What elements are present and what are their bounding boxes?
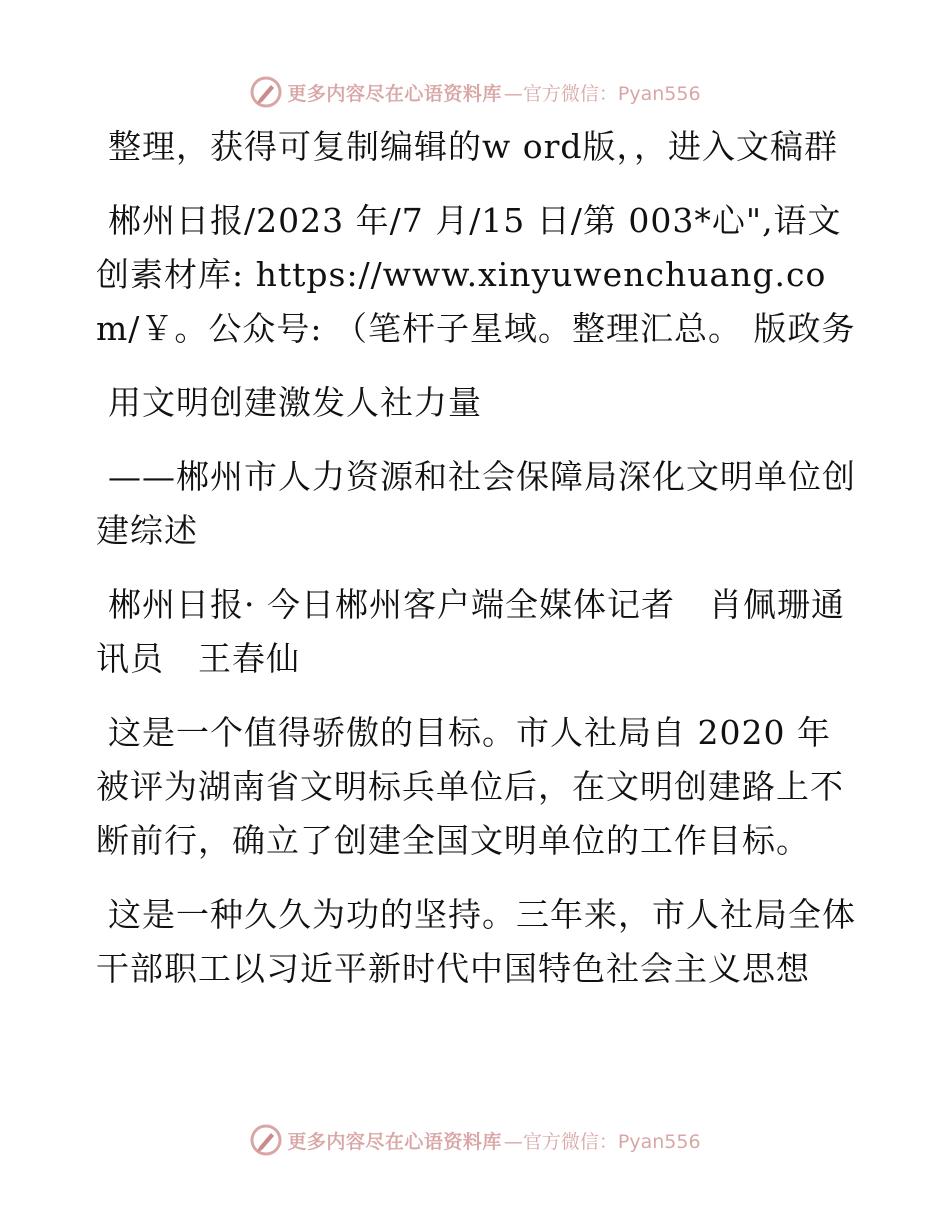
document-body: [96, 120, 856, 1016]
banner-brand-text: 更多内容尽在心语资料库: [287, 82, 502, 105]
paragraph-source-info: 郴州日报/2023 年/7 月/15 日/第 003*心",语文创素材库: https://www.xinyuwenchuang.com/￥。公众号: （笔杆子星域。整理汇总。 版政务: [96, 201, 856, 348]
article-byline: 郴州日报· 今日郴州客户端全媒体记者 肖佩珊通讯员 王春仙: [96, 585, 845, 678]
paragraph-body-1: 这是一个值得骄傲的目标。市人社局自 2020 年被评为湖南省文明标兵单位后，在文明创建路上不断前行，确立了创建全国文明单位的工作目标。: [96, 713, 844, 860]
banner-official-account-text: —官方微信：Pyan556: [503, 82, 701, 105]
banner-brand-text: 更多内容尽在心语资料库: [287, 1130, 502, 1153]
footer-watermark-banner: [0, 1118, 950, 1162]
paragraph-intro-note: 整理，获得可复制编辑的w ord版，，进入文稿群: [108, 127, 839, 166]
pen-logo-icon: [249, 1123, 283, 1157]
banner-official-account-text: —官方微信：Pyan556: [503, 1130, 701, 1153]
pen-logo-icon: [249, 75, 283, 109]
article-title: 用文明创建激发人社力量: [108, 383, 482, 422]
header-watermark-banner: [0, 70, 950, 114]
paragraph-body-2: 这是一种久久为功的坚持。三年来，市人社局全体干部职工以习近平新时代中国特色社会主义思想: [96, 895, 856, 988]
article-subtitle: ——郴州市人力资源和社会保障局深化文明单位创建综述: [96, 457, 856, 550]
